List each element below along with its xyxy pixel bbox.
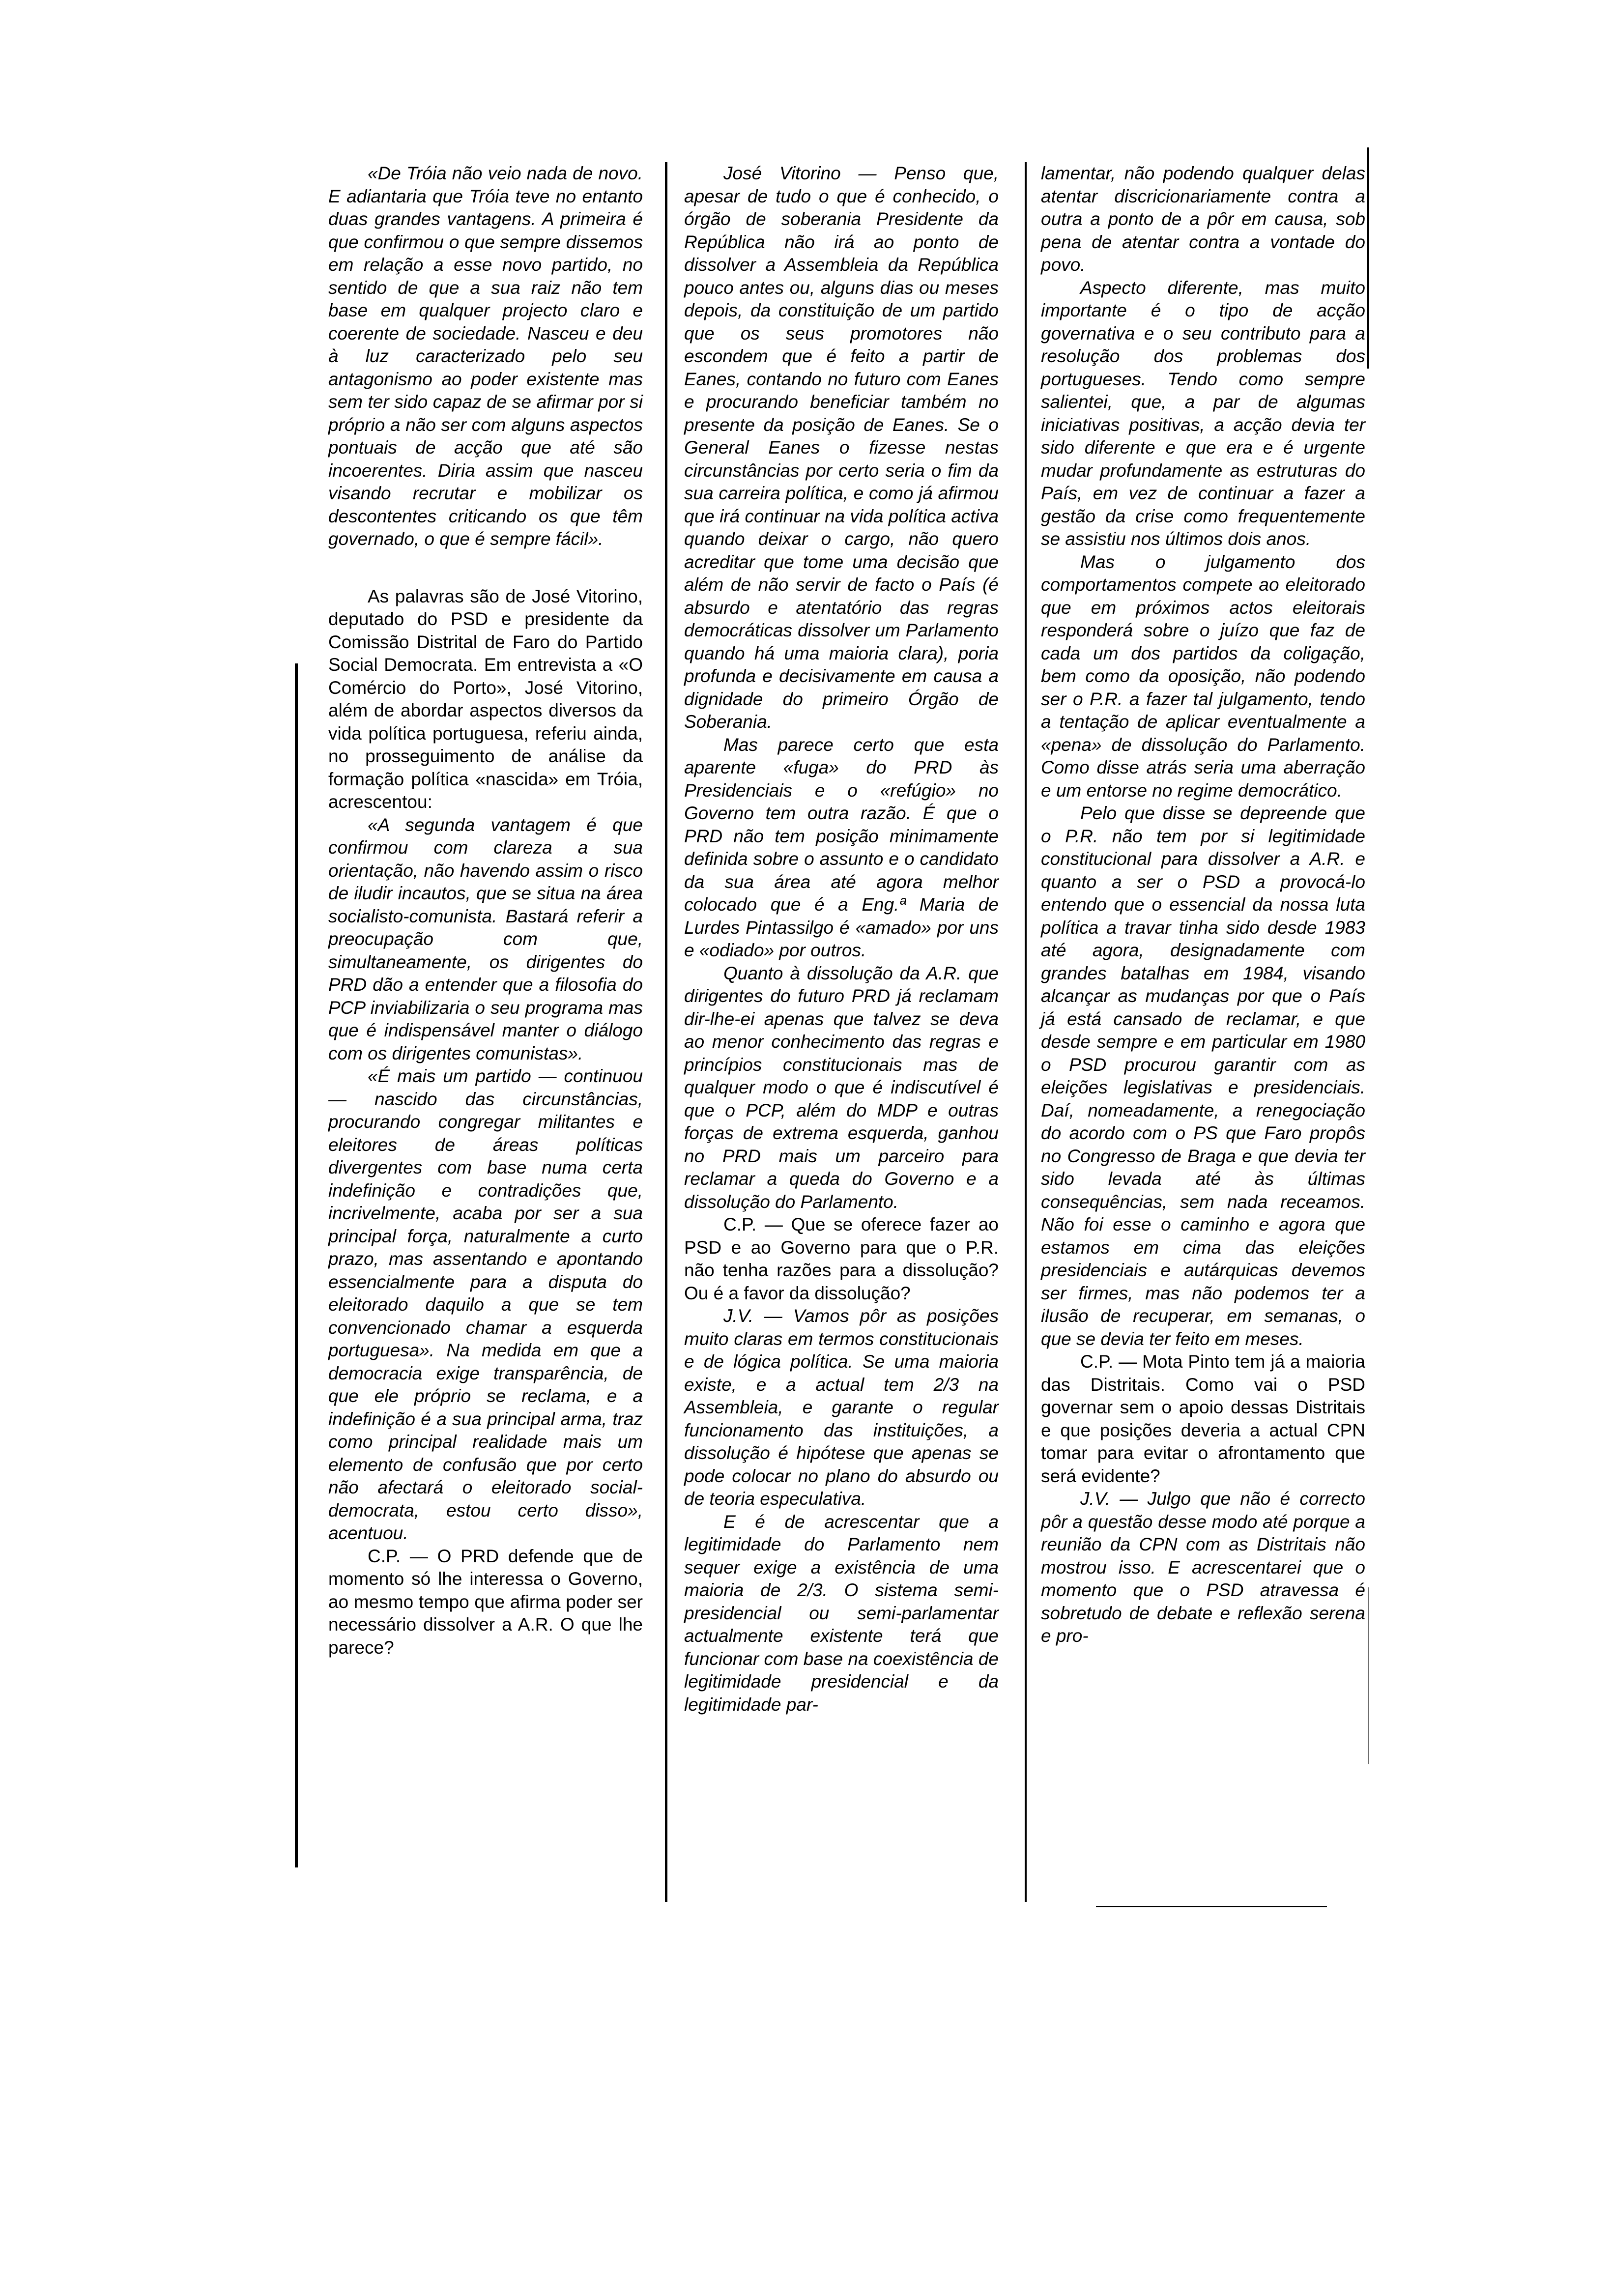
column-rule-right-lower: [1368, 1587, 1369, 1764]
interview-answer: J.V. — Vamos pôr as posições muito claras em termos constitucionais e de lógica política. Se uma maioria existe, e a actual tem 2/3 na Assembleia, e garante o regular funcionamento das instituições, a dissolução é hipótese que apenas se pode colocar no plano do absurdo ou de teoria especulativa.: [684, 1306, 999, 1509]
paragraph: Mas parece certo que esta aparente «fuga» do PRD às Presidenciais e o «refúgio» no Governo tem outra razão. É que o PRD não tem posição minimamente definida sobre o assunto e o candidato da sua área até agora melhor colocado que é a Eng.ª Maria de Lurdes Pintassilgo é «amado» por uns e «odiado» por outros.: [684, 734, 999, 960]
paragraph: As palavras são de José Vitorino, deputado do PSD e presidente da Comissão Distrital de Faro do Partido Social Democrata. Em entrevista a «O Comércio do Porto», José Vitorino, além de abordar aspectos diversos da vida política portuguesa, referiu ainda, no prosseguimento de análise da formação política «nascida» em Tróia, acrescentou:: [328, 586, 643, 812]
interview-question: C.P. — Que se oferece fazer ao PSD e ao Governo para que o P.R. não tenha razões para a dissolução? Ou é a favor da dissolução?: [684, 1214, 999, 1303]
paragraph: Mas o julgamento dos comportamentos compete ao eleitorado que em próximos actos eleitorais responderá sobre o juízo que faz de cada um dos partidos da coligação, bem como da oposição, não podendo ser o P.R. a fazer tal julgamento, tendo a tentação de aplicar eventualmente a «pena» de dissolução do Parlamento. Como disse atrás seria uma aberração e um entorse no regime democrático.: [1041, 551, 1365, 801]
paragraph: E é de acrescentar que a legitimidade do Parlamento nem sequer exige a existência de uma maioria de 2/3. O sistema semi-presidencial ou semi-parlamentar actualmente existente terá que funcionar com base na coexistência de legitimidade presidencial e da legitimidade par-: [684, 1511, 999, 1715]
paragraph: «A segunda vantagem é que confirmou com clareza a sua orientação, não havendo assim o risco de iludir incautos, que se situa na área socialisto-comunista. Bastará referir a preocupação com que, simultaneamente, os dirigentes do PRD dão a entender que a filosofia do PCP inviabilizaria o seu programa mas que é indispensável manter o diálogo com os dirigentes comunistas».: [328, 814, 643, 1063]
interview-question: C.P. — Mota Pinto tem já a maioria das Distritais. Como vai o PSD governar sem o apoio dessas Distritais e que posições deveria a actual CPN tomar para evitar o afrontamento que será evidente?: [1041, 1351, 1365, 1486]
column-rule-col2-col3: [1025, 162, 1027, 1902]
article-column-2: [684, 162, 999, 1716]
interview-answer: José Vitorino — Penso que, apesar de tudo o que é conhecido, o órgão de soberania Presidente da República não irá ao ponto de dissolver a Assembleia da República pouco antes ou, alguns dias ou meses depois, da constituição de um partido que os seus promotores não escondem que é feito a partir de Eanes, contando no futuro com Eanes e procurando beneficiar também no presente da posição de Eanes. Se o General Eanes o fizesse nestas circunstâncias por certo seria o fim da sua carreira política, e como já afirmou que irá continuar na vida política activa quando deixar o cargo, não quero acreditar que tome uma decisão que além de não servir de facto o País (é absurdo e atentatório das regras democráticas dissolver um Parlamento quando há uma maioria clara), poria profunda e decisivamente em causa a dignidade do primeiro Órgão de Soberania.: [684, 163, 999, 732]
column-rule-col1-col2: [665, 162, 667, 1902]
paragraph: lamentar, não podendo qualquer delas atentar discricionariamente contra a outra a ponto de a pôr em causa, sob pena de atentar contra a vontade do povo.: [1041, 163, 1365, 275]
interview-question: C.P. — O PRD defende que de momento só lhe interessa o Governo, ao mesmo tempo que afirma poder ser necessário dissolver a A.R. O que lhe parece?: [328, 1546, 643, 1658]
paragraph: Aspecto diferente, mas muito importante é o tipo de acção governativa e o seu contributo para a resolução dos problemas dos portugueses. Tendo como sempre salientei, que, a par de algumas iniciativas positivas, a acção devia ter sido diferente e que era e é urgente mudar profundamente as estruturas do País, em vez de continuar a fazer a gestão da crise como frequentemente se assistiu nos últimos dois anos.: [1041, 277, 1365, 549]
paragraph: Pelo que disse se depreende que o P.R. não tem por si legitimidade constitucional para dissolver a A.R. e quanto a ser o PSD a provocá-lo entendo que o essencial da nossa luta política a travar tinha sido desde 1983 até agora, designadamente com grandes batalhas em 1984, visando alcançar as mudanças por que o País já está cansado de reclamar, e que desde sempre e em particular em 1980 o PSD procurou garantir com as eleições legislativas e presidenciais. Daí, nomeadamente, a renegociação do acordo com o PS que Faro propôs no Congresso de Braga e que devia ter sido levada até às últimas consequências, sem nada receamos. Não foi esse o caminho e agora que estamos em cima das eleições presidenciais e autárquicas devemos ser firmes, mas não podemos ter a ilusão de recuperar, em semanas, o que se devia ter feito em meses.: [1041, 803, 1365, 1349]
paragraph-gap: [328, 551, 643, 585]
article-column-3: [1041, 162, 1365, 1648]
column-rule-right: [1367, 147, 1369, 369]
paragraph: Quanto à dissolução da A.R. que dirigentes do futuro PRD já reclamam dir-lhe-ei apenas que talvez se deva ao menor conhecimento das regras e princípios constitucionais mas de qualquer modo o que é indiscutível é que o PCP, além do MDP e outras forças de extrema esquerda, ganhou no PRD mais um parceiro para reclamar a queda do Governo e a dissolução do Parlamento.: [684, 963, 999, 1212]
paragraph: «De Tróia não veio nada de novo. E adiantaria que Tróia teve no entanto duas grandes vantagens. A primeira é que confirmou o que sempre dissemos em relação a esse novo partido, no sentido de que a sua raiz não tem base em qualquer projecto claro e coerente de sociedade. Nasceu e deu à luz caracterizado pelo seu antagonismo ao poder existente mas sem ter sido capaz de se afirmar por si próprio a não ser com alguns aspectos pontuais de acção que até são incoerentes. Diria assim que nasceu visando recrutar e mobilizar os descontentes criticando os que têm governado, o que é sempre fácil».: [328, 163, 643, 549]
interview-answer: J.V. — Julgo que não é correcto pôr a questão desse modo até porque a reunião da CPN com as Distritais não mostrou isso. E acrescentarei que o momento que o PSD atravessa é sobretudo de debate e reflexão serena e pro-: [1041, 1489, 1365, 1646]
column-rule-left: [295, 663, 298, 1867]
bottom-rule: [1096, 1906, 1327, 1907]
article-column-1: [328, 162, 643, 1659]
paragraph: «É mais um partido — continuou — nascido das circunstâncias, procurando congregar militantes e eleitores de áreas políticas divergentes com base numa certa indefinição e contradições que, incrivelmente, acaba por ser a sua principal força, naturalmente a curto prazo, mas assentando e apontando essencialmente para a disputa do eleitorado daquilo a que se tem convencionado chamar a esquerda portuguesa». Na medida em que a democracia exige transparência, de que ele próprio se reclama, e a indefinição é a sua principal arma, traz como principal realidade mais um elemento de confusão que por certo não afectará o eleitorado social-democrata, estou certo disso», acentuou.: [328, 1066, 643, 1543]
